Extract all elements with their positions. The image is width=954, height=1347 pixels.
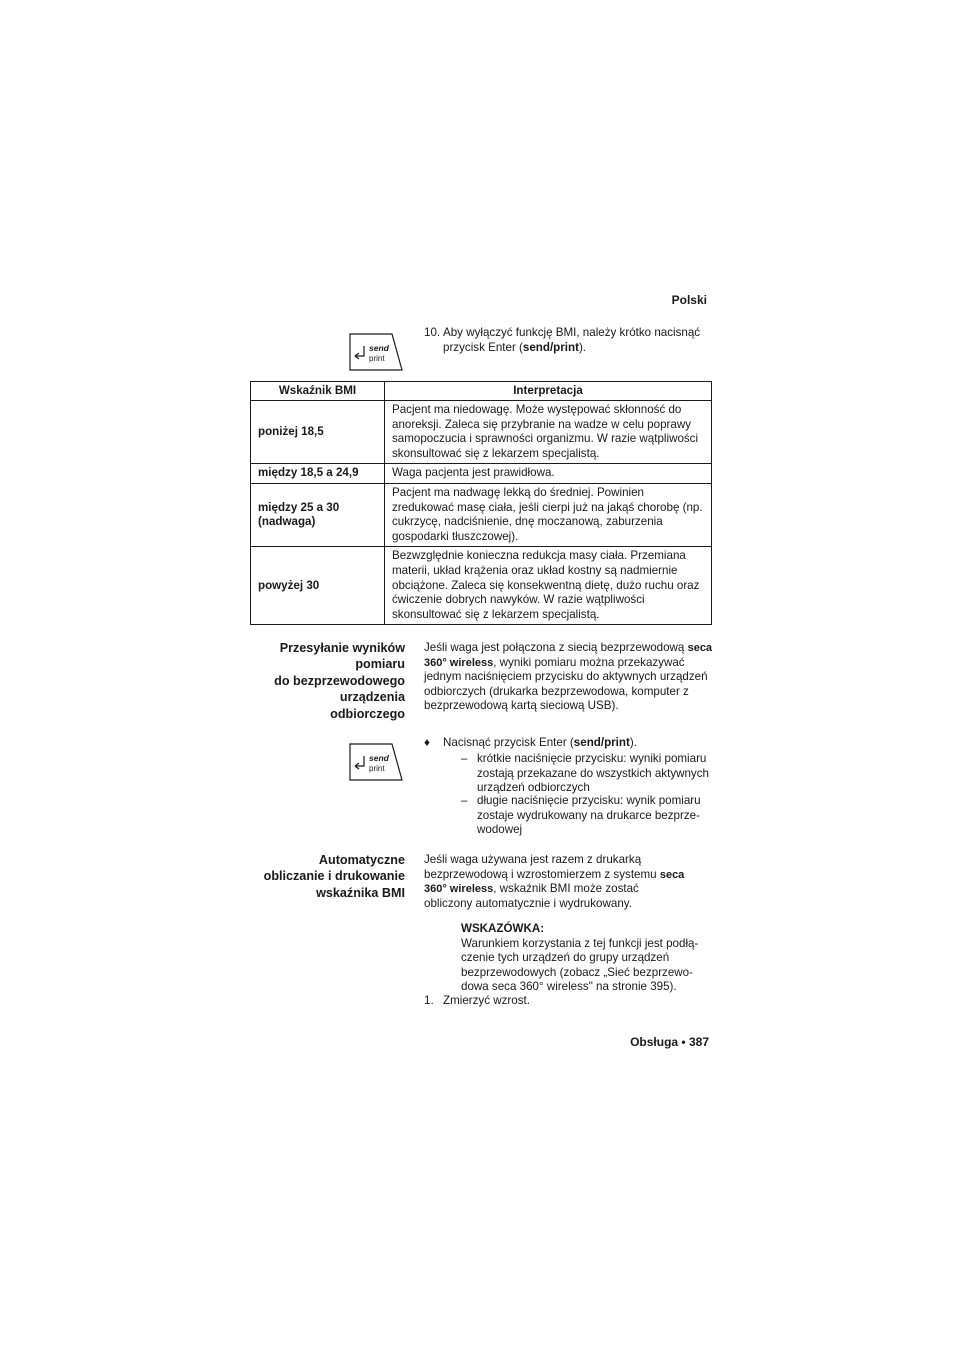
table-header-interpretation: Interpretacja [385,382,712,401]
dash-item: – krótkie naciśnięcie przycisku: wyniki pomiaru zostają przekazane do wszystkich aktywnych urządzeń odbiorczych [461,752,709,795]
section1-intro: Jeśli waga jest połączona z siecią bezprzewodową seca 360° wireless, wyniki pomiaru można przekazywać jednym naciśnięciem przycisku do aktywnych urządzeń odbiorczych (drukarka bezprzewodowa, komputer z bezprzewodową kartą sieciową USB). [424,641,713,713]
table-row [251,401,712,464]
step-text-before: Aby wyłączyć funkcję BMI, należy krótko nacisnąć przycisk Enter ( [443,326,701,354]
send-print-key-icon [348,742,404,782]
key-top-label: send [369,753,389,763]
dash-item: – długie naciśnięcie przycisku: wynik pomiaru zostaje wydrukowany na drukarce bezprze-wodowej [461,794,701,837]
bmi-range-cell: poniżej 18,5 [251,401,385,464]
table-row [251,483,712,546]
section-title-wireless-transfer: Przesyłanie wyników pomiaru do bezprzewodowego urządzenia odbiorczego [274,641,405,721]
table-header-bmi: Wskaźnik BMI [251,382,385,401]
table-row [251,464,712,484]
note-text: Warunkiem korzystania z tej funkcji jest podłą-czenie tych urządzeń do grupy urządzeń bezprzewodowych (zobacz „Sieć bezprzewo-dowa seca 360° wireless" na stronie 395). [461,936,699,994]
product-name: seca 360° wireless [424,642,713,669]
key-bottom-label: print [369,764,385,773]
bmi-range-cell: między 18,5 a 24,9 [251,464,385,484]
bullet-item: ♦ Nacisnąć przycisk Enter (send/print). [424,736,637,749]
interpretation-cell: Pacjent ma nadwagę lekką do średniej. Powinien zredukować masę ciała, jeśli cierpi już na jakąś chorobę (np. cukrzycę, nadciśnienie, dnę moczanową, zaburzenia gospodarki tłuszczowej). [385,483,712,546]
page-footer: Obsługa • 387 [630,1035,709,1049]
step-number: 10. [424,326,441,339]
step-text-bold: send/print [522,340,579,354]
bmi-interpretation-table [250,381,712,625]
note-title: WSKAZÓWKA: [461,922,545,935]
diamond-bullet-icon: ♦ [424,736,430,749]
interpretation-cell: Bezwzględnie konieczna redukcja masy ciała. Przemiana materii, układ krążenia oraz układ kostny są nadmiernie obciążone. Zaleca się konsekwentną dietę, dużo ruchu oraz ćwiczenie dobrych nawyków. W razie wątpliwości skonsultować się z lekarzem specjalistą. [385,547,712,625]
key-top-label: send [369,343,389,353]
note-box [461,922,711,995]
product-name: seca 360° wireless [424,868,685,896]
step-1: 1. Zmierzyć wzrost. [424,994,530,1007]
key-bottom-label: print [369,354,385,363]
interpretation-cell: Waga pacjenta jest prawidłowa. [385,464,712,484]
bmi-range-cell: między 25 a 30 (nadwaga) [251,483,385,546]
bmi-range-cell: powyżej 30 [251,547,385,625]
send-print-key-icon [348,332,404,372]
table-row [251,547,712,625]
interpretation-cell: Pacjent ma niedowagę. Może występować skłonność do anoreksji. Zaleca się przybranie na wadze w celu poprawy samopoczucia i sprawności organizmu. W razie wątpliwości skonsultować się z lekarzem specjalistą. [385,401,712,464]
page-header-language: Polski [671,293,707,307]
step-text-after: ). [578,340,587,354]
section2-intro: Jeśli waga używana jest razem z drukarką bezprzewodową i wzrostomierzem z systemu seca 360° wireless, wskaźnik BMI może zostać obliczony automatycznie i wydrukowany. [424,853,685,910]
step-10 [424,326,712,355]
section-title-auto-bmi: Automatyczne obliczanie i drukowanie wskaźnika BMI [263,853,405,900]
